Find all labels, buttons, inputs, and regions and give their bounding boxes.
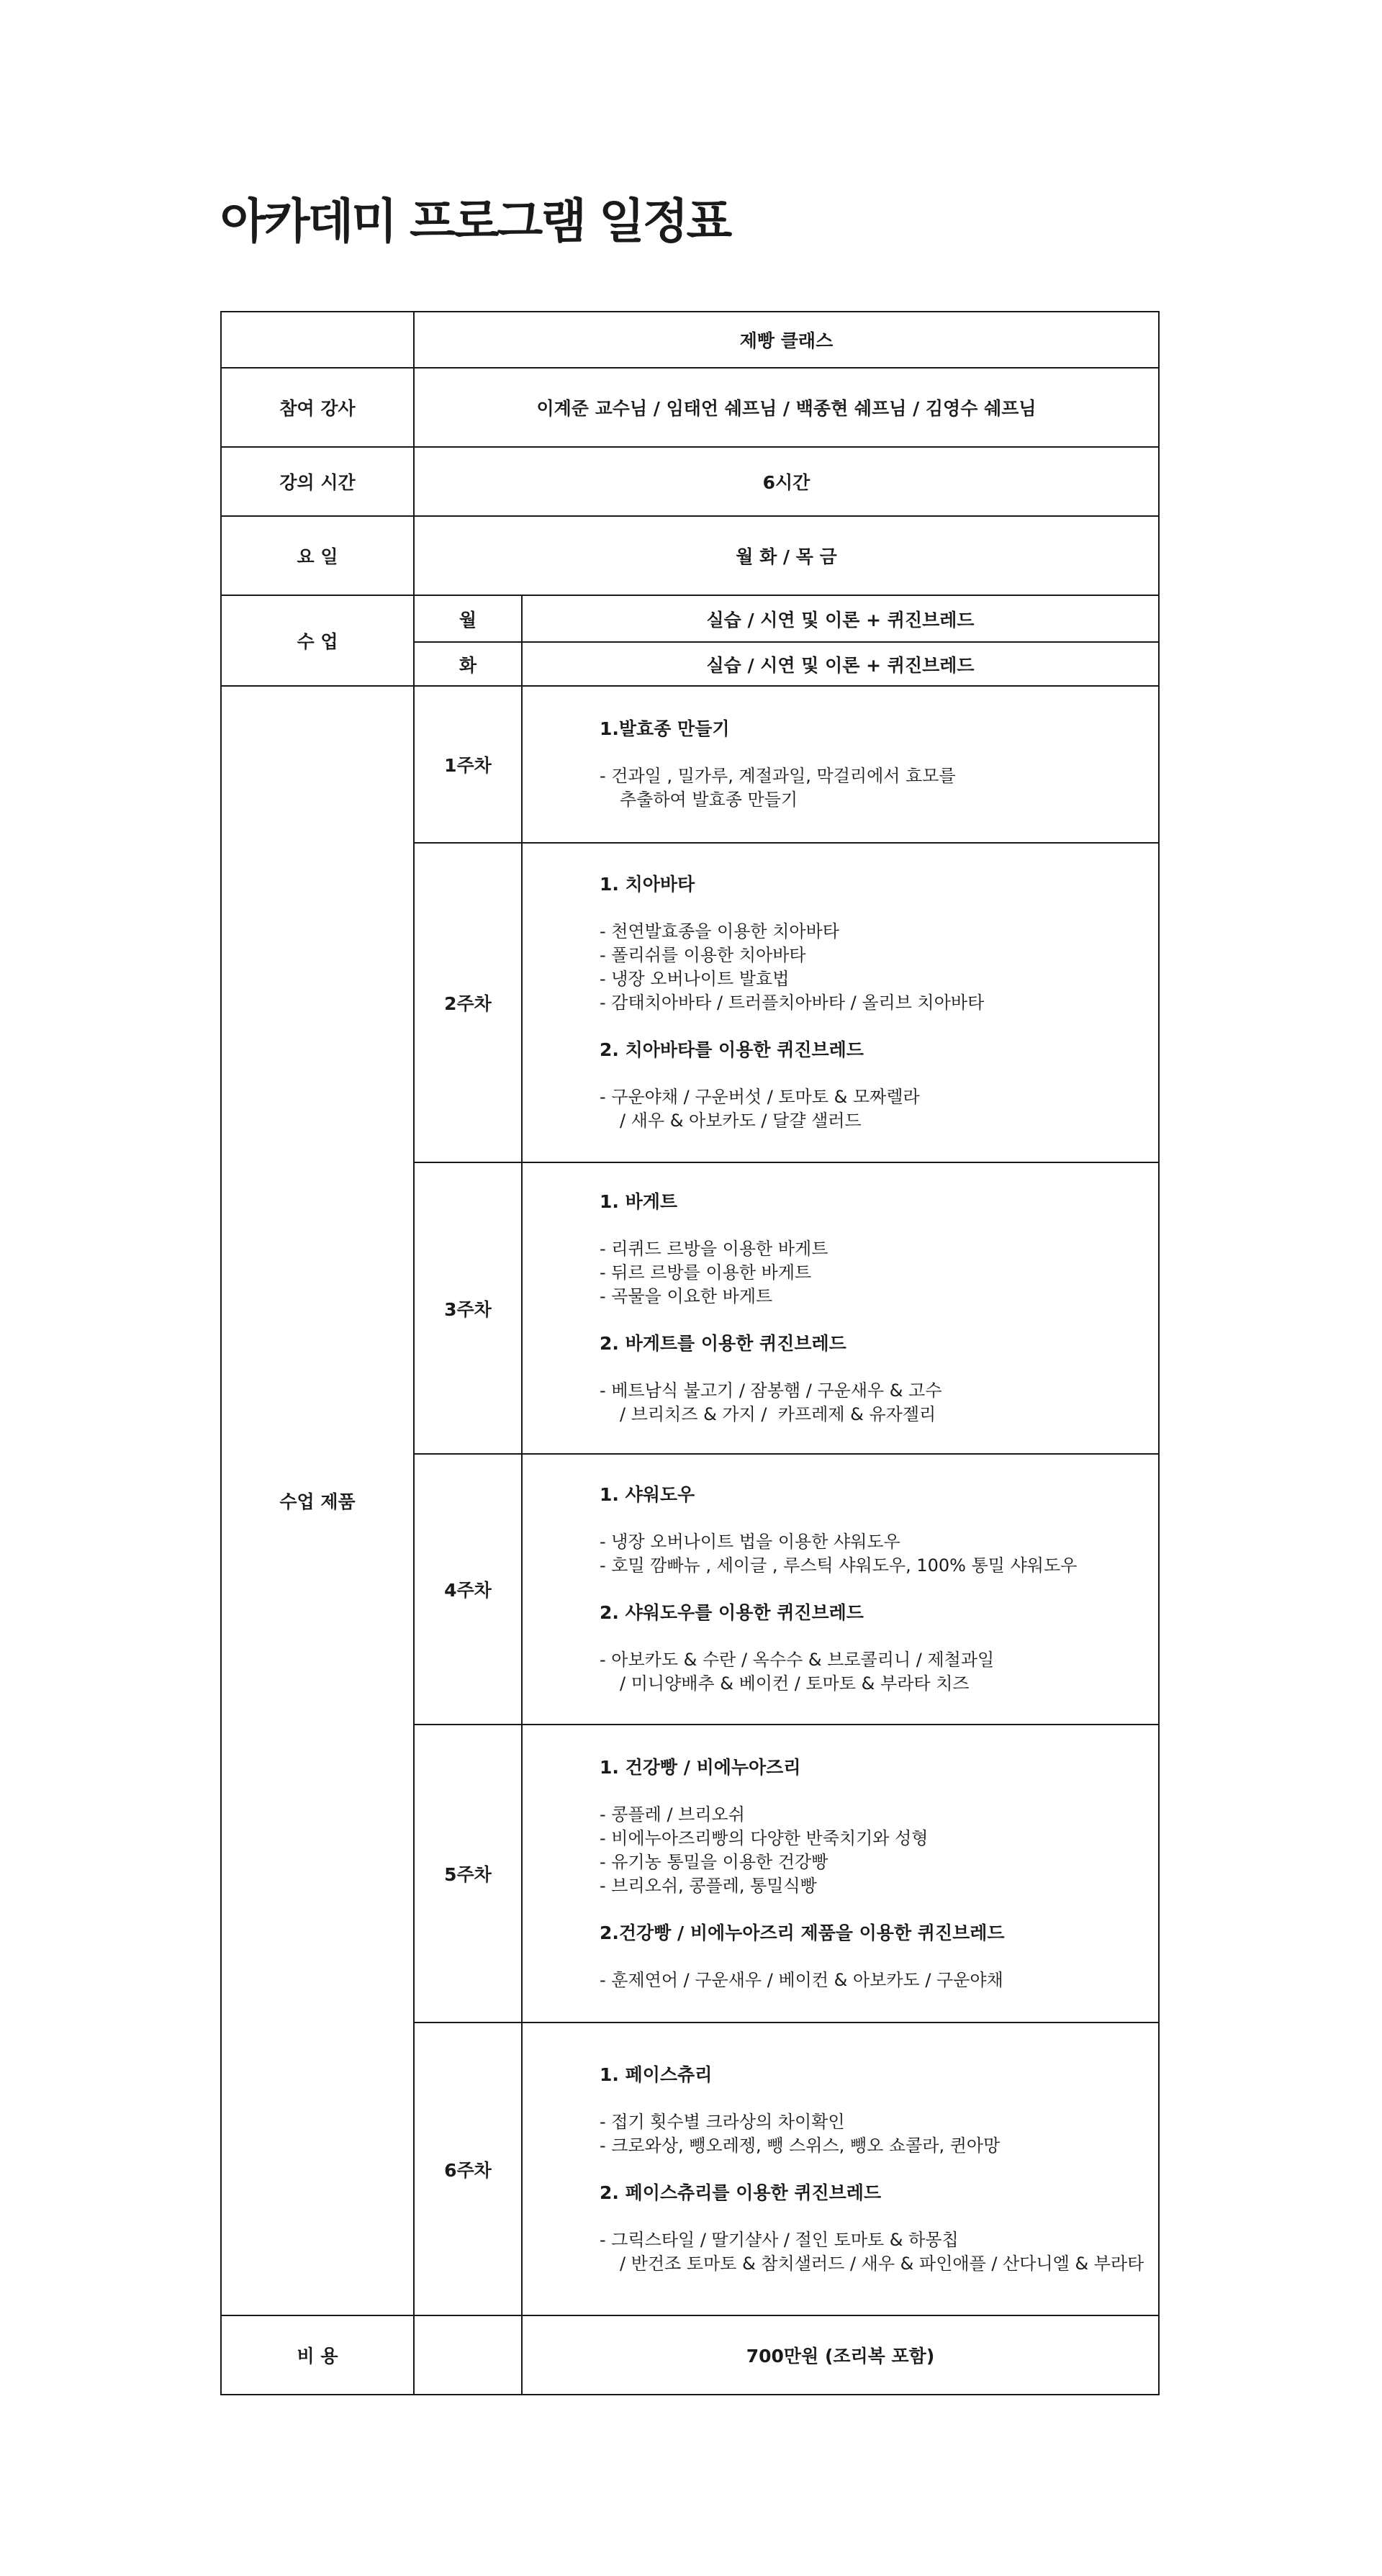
duration-value: 6시간 — [414, 447, 1159, 516]
list-item: / 미니양배추 & 베이컨 / 토마토 & 부라타 치즈 — [620, 1673, 970, 1694]
list-item: - 뒤르 르방를 이용한 바게트 — [600, 1262, 812, 1283]
lesson-day-mon: 월 — [414, 595, 522, 642]
week-label: 5주차 — [414, 1725, 522, 2023]
list-item: - 접기 횟수별 크라상의 차이확인 — [600, 2111, 845, 2132]
cost-empty-cell — [414, 2315, 522, 2395]
cost-value: 700만원 (조리복 포함) — [522, 2315, 1159, 2395]
table-row-cost — [221, 2315, 1159, 2395]
list-item: - 건과일 , 밀가루, 계절과일, 막걸리에서 효모를 — [600, 766, 956, 786]
week-content — [522, 2023, 1159, 2315]
list-item: - 아보카도 & 수란 / 옥수수 & 브로콜리니 / 제철과일 — [600, 1650, 995, 1670]
lessons-label: 수 업 — [221, 595, 414, 686]
list-item: - 크로와상, 뺑오레젱, 뺑 스위스, 뺑오 쇼콜라, 퀸아망 — [600, 2135, 1001, 2156]
list-item: - 훈제연어 / 구운새우 / 베이컨 & 아보카도 / 구운야채 — [600, 1969, 1003, 1990]
week-content — [522, 843, 1159, 1162]
lesson-content-tue: 실습 / 시연 및 이론 + 퀴진브레드 — [522, 642, 1159, 686]
table-row-lesson-mon — [221, 595, 1159, 642]
lesson-content-mon: 실습 / 시연 및 이론 + 퀴진브레드 — [522, 595, 1159, 642]
list-item: - 유기농 통밀을 이용한 건강빵 — [600, 1851, 828, 1872]
list-item: - 리퀴드 르방을 이용한 바게트 — [600, 1239, 828, 1259]
section-title: 2. 바게트를 이용한 퀴진브레드 — [600, 1333, 846, 1354]
table-row-class — [221, 312, 1159, 368]
week-content — [522, 686, 1159, 843]
list-item: - 그릭스타일 / 딸기샬사 / 절인 토마토 & 하몽칩 — [600, 2229, 959, 2250]
duration-label: 강의 시간 — [221, 447, 414, 516]
list-item: - 감태치아바타 / 트러플치아바타 / 올리브 치아바타 — [600, 993, 985, 1013]
week-content — [522, 1162, 1159, 1454]
section-title: 1. 치아바타 — [600, 874, 695, 895]
days-label: 요 일 — [221, 516, 414, 595]
list-item: - 베트남식 불고기 / 잠봉햄 / 구운새우 & 고수 — [600, 1380, 942, 1401]
list-item: - 천연발효종을 이용한 치아바타 — [600, 921, 839, 941]
section-title: 1.발효종 만들기 — [600, 718, 730, 739]
section-title: 2. 치아바타를 이용한 퀴진브레드 — [600, 1039, 864, 1060]
section-title: 1. 바게트 — [600, 1191, 678, 1212]
table-row-instructors — [221, 368, 1159, 447]
class-name: 제빵 클래스 — [414, 312, 1159, 368]
week-label: 1주차 — [414, 686, 522, 843]
week-label: 4주차 — [414, 1454, 522, 1725]
section-title: 1. 페이스츄리 — [600, 2064, 713, 2085]
header-empty-cell — [221, 312, 414, 368]
table-row-days — [221, 516, 1159, 595]
days-value: 월 화 / 목 금 — [414, 516, 1159, 595]
list-item: - 비에누아즈리빵의 다양한 반죽치기와 성형 — [600, 1827, 929, 1848]
list-item: / 브리치즈 & 가지 / 카프레제 & 유자젤리 — [620, 1404, 936, 1424]
week-content — [522, 1725, 1159, 2023]
week-label: 6주차 — [414, 2023, 522, 2315]
list-item: - 콩플레 / 브리오쉬 — [600, 1804, 745, 1825]
list-item: - 구운야채 / 구운버섯 / 토마토 & 모짜렐라 — [600, 1087, 920, 1107]
schedule-table — [220, 311, 1160, 2395]
cost-label: 비 용 — [221, 2315, 414, 2395]
list-item: - 냉장 오버나이트 발효법 — [600, 969, 790, 989]
list-item: 추출하여 발효종 만들기 — [620, 790, 798, 810]
list-item: / 반건조 토마토 & 참치샐러드 / 새우 & 파인애플 / 산다니엘 & 부라타 — [620, 2253, 1144, 2274]
section-title: 1. 건강빵 / 비에누아즈리 — [600, 1756, 801, 1778]
lesson-day-tue: 화 — [414, 642, 522, 686]
week-label: 3주차 — [414, 1162, 522, 1454]
week-content — [522, 1454, 1159, 1725]
products-label: 수업 제품 — [221, 686, 414, 2315]
section-title: 1. 샤워도우 — [600, 1484, 695, 1505]
section-title: 2. 샤워도우를 이용한 퀴진브레드 — [600, 1602, 864, 1623]
table-row-duration — [221, 447, 1159, 516]
week-label: 2주차 — [414, 843, 522, 1162]
list-item: - 브리오쉬, 콩플레, 통밀식빵 — [600, 1875, 817, 1896]
list-item: / 새우 & 아보카도 / 달걀 샐러드 — [620, 1111, 862, 1131]
section-title: 2.건강빵 / 비에누아즈리 제품을 이용한 퀴진브레드 — [600, 1922, 1005, 1943]
list-item: - 폴리쉬를 이용한 치아바타 — [600, 945, 806, 965]
instructors-label: 참여 강사 — [221, 368, 414, 447]
page-title: 아카데미 프로그램 일정표 — [220, 194, 731, 249]
instructors-value: 이계준 교수님 / 임태언 쉐프님 / 백종현 쉐프님 / 김영수 쉐프님 — [414, 368, 1159, 447]
list-item: - 곡물을 이요한 바게트 — [600, 1286, 773, 1306]
section-title: 2. 페이스츄리를 이용한 퀴진브레드 — [600, 2182, 882, 2203]
table-row-week-1 — [221, 686, 1159, 843]
list-item: - 냉장 오버나이트 법을 이용한 샤워도우 — [600, 1532, 900, 1552]
list-item: - 호밀 깜빠뉴 , 세이글 , 루스틱 샤워도우, 100% 통밀 샤워도우 — [600, 1555, 1078, 1576]
